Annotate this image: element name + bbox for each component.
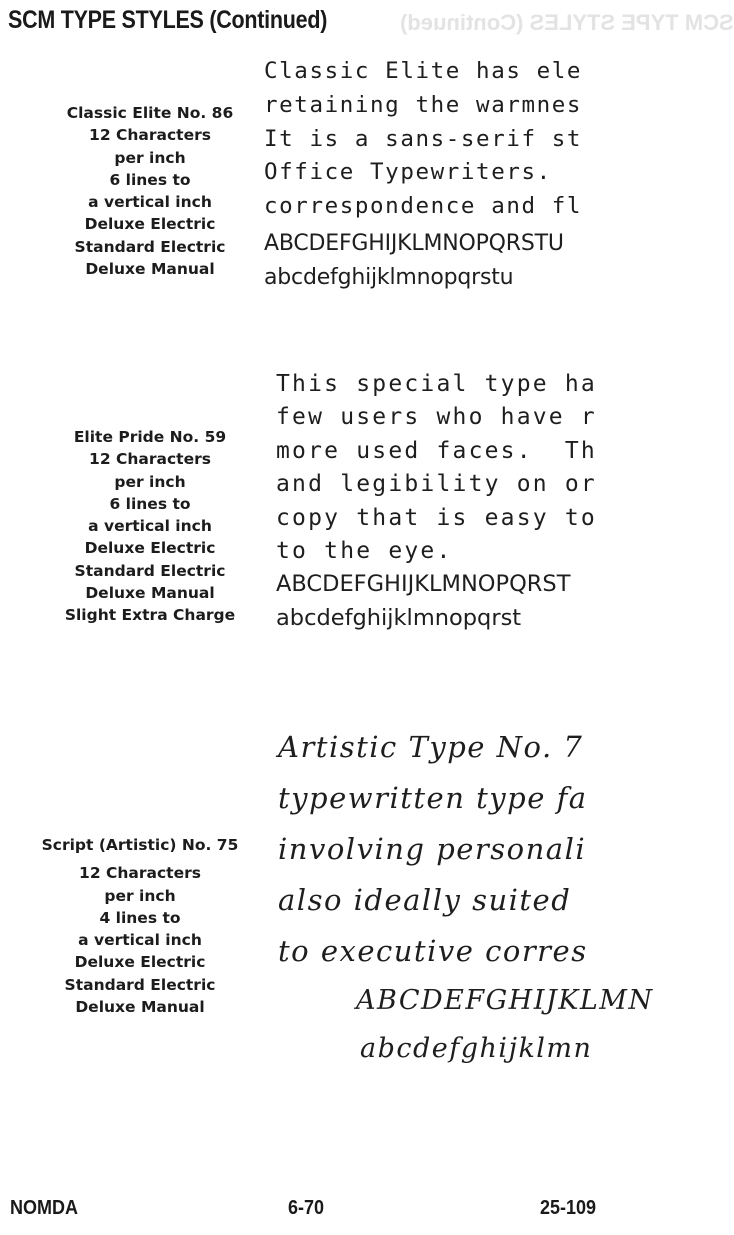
spec-line: Script (Artistic) No. 75 [41,836,239,854]
bleed-through-title: SCM TYPE STYLES (Continued) [400,10,734,35]
sample-line: Office Typewriters. [264,159,552,186]
sample-line: copy that is easy to [276,504,597,531]
spec-line: 6 lines to [109,170,191,189]
sample-line: more used faces. Th [276,437,597,464]
footer-date: 6-70 [288,1197,325,1219]
spec-line: Deluxe Electric [84,539,216,558]
spec-line: Elite Pride No. 59 [73,428,227,446]
spec-line: Deluxe Electric [74,953,206,972]
page-title: SCM TYPE STYLES (Continued) [8,6,328,34]
sample-line: to executive corres [278,934,588,968]
footer-publisher: NOMDA [10,1197,78,1219]
spec-line: a vertical inch [88,517,212,536]
alphabet-upper: ABCDEFGHIJKLMNOPQRSTU [264,230,564,256]
sample-line: also ideally suited [278,883,572,917]
spec-block-script-artistic [22,834,258,1018]
type-sample-classic-elite [264,55,618,295]
sample-line: involving personali [278,832,587,866]
sample-line: and legibility on or [276,471,597,498]
spec-line: 12 Characters [89,450,211,469]
spec-line: per inch [104,886,176,905]
spec-line: Classic Elite No. 86 [66,104,234,122]
sample-line: This special type ha [276,371,597,397]
alphabet-lower: abcdefghijklmnopqrstu [264,264,514,290]
spec-line: per inch [114,148,186,167]
spec-line: Standard Electric [74,237,226,256]
alphabet-lower: abcdefghijklmn [360,1033,593,1064]
sample-line: few users who have r [276,404,597,431]
spec-line: Slight Extra Charge [64,606,236,625]
spec-line: Deluxe Manual [85,584,215,603]
sample-line: Classic Elite has ele [264,58,583,84]
sample-line: to the eye. [276,538,453,565]
footer-page-number: 25-109 [540,1197,597,1219]
spec-line: a vertical inch [78,931,202,950]
spec-line: Standard Electric [64,975,216,994]
spec-line: Standard Electric [74,561,226,580]
sample-line: retaining the warmnes [264,91,583,118]
spec-line: Deluxe Electric [84,215,216,234]
sample-line: It is a sans-serif st [264,125,583,152]
sample-line: typewritten type fa [278,781,588,815]
sample-line: Artistic Type No. 7 [278,730,584,764]
spec-block-elite-pride [30,426,270,627]
spec-line: 12 Characters [79,864,201,883]
alphabet-upper: ABCDEFGHIJKLMNOPQRST [276,571,571,598]
spec-line: Deluxe Manual [85,260,215,279]
type-sample-script-artistic [278,722,654,1073]
sample-line: correspondence and fl [264,193,583,220]
alphabet-lower: abcdefghijklmnopqrst [276,604,522,631]
spec-line: a vertical inch [88,193,212,212]
spec-line: per inch [114,472,186,491]
spec-line: Deluxe Manual [75,998,205,1017]
spec-line: 6 lines to [109,494,191,513]
spec-line: 4 lines to [99,908,181,927]
spec-line: 12 Characters [89,126,211,145]
alphabet-upper: ABCDEFGHIJKLMN [356,985,654,1016]
spec-block-classic-elite [30,102,270,280]
type-sample-elite-pride [276,368,618,635]
